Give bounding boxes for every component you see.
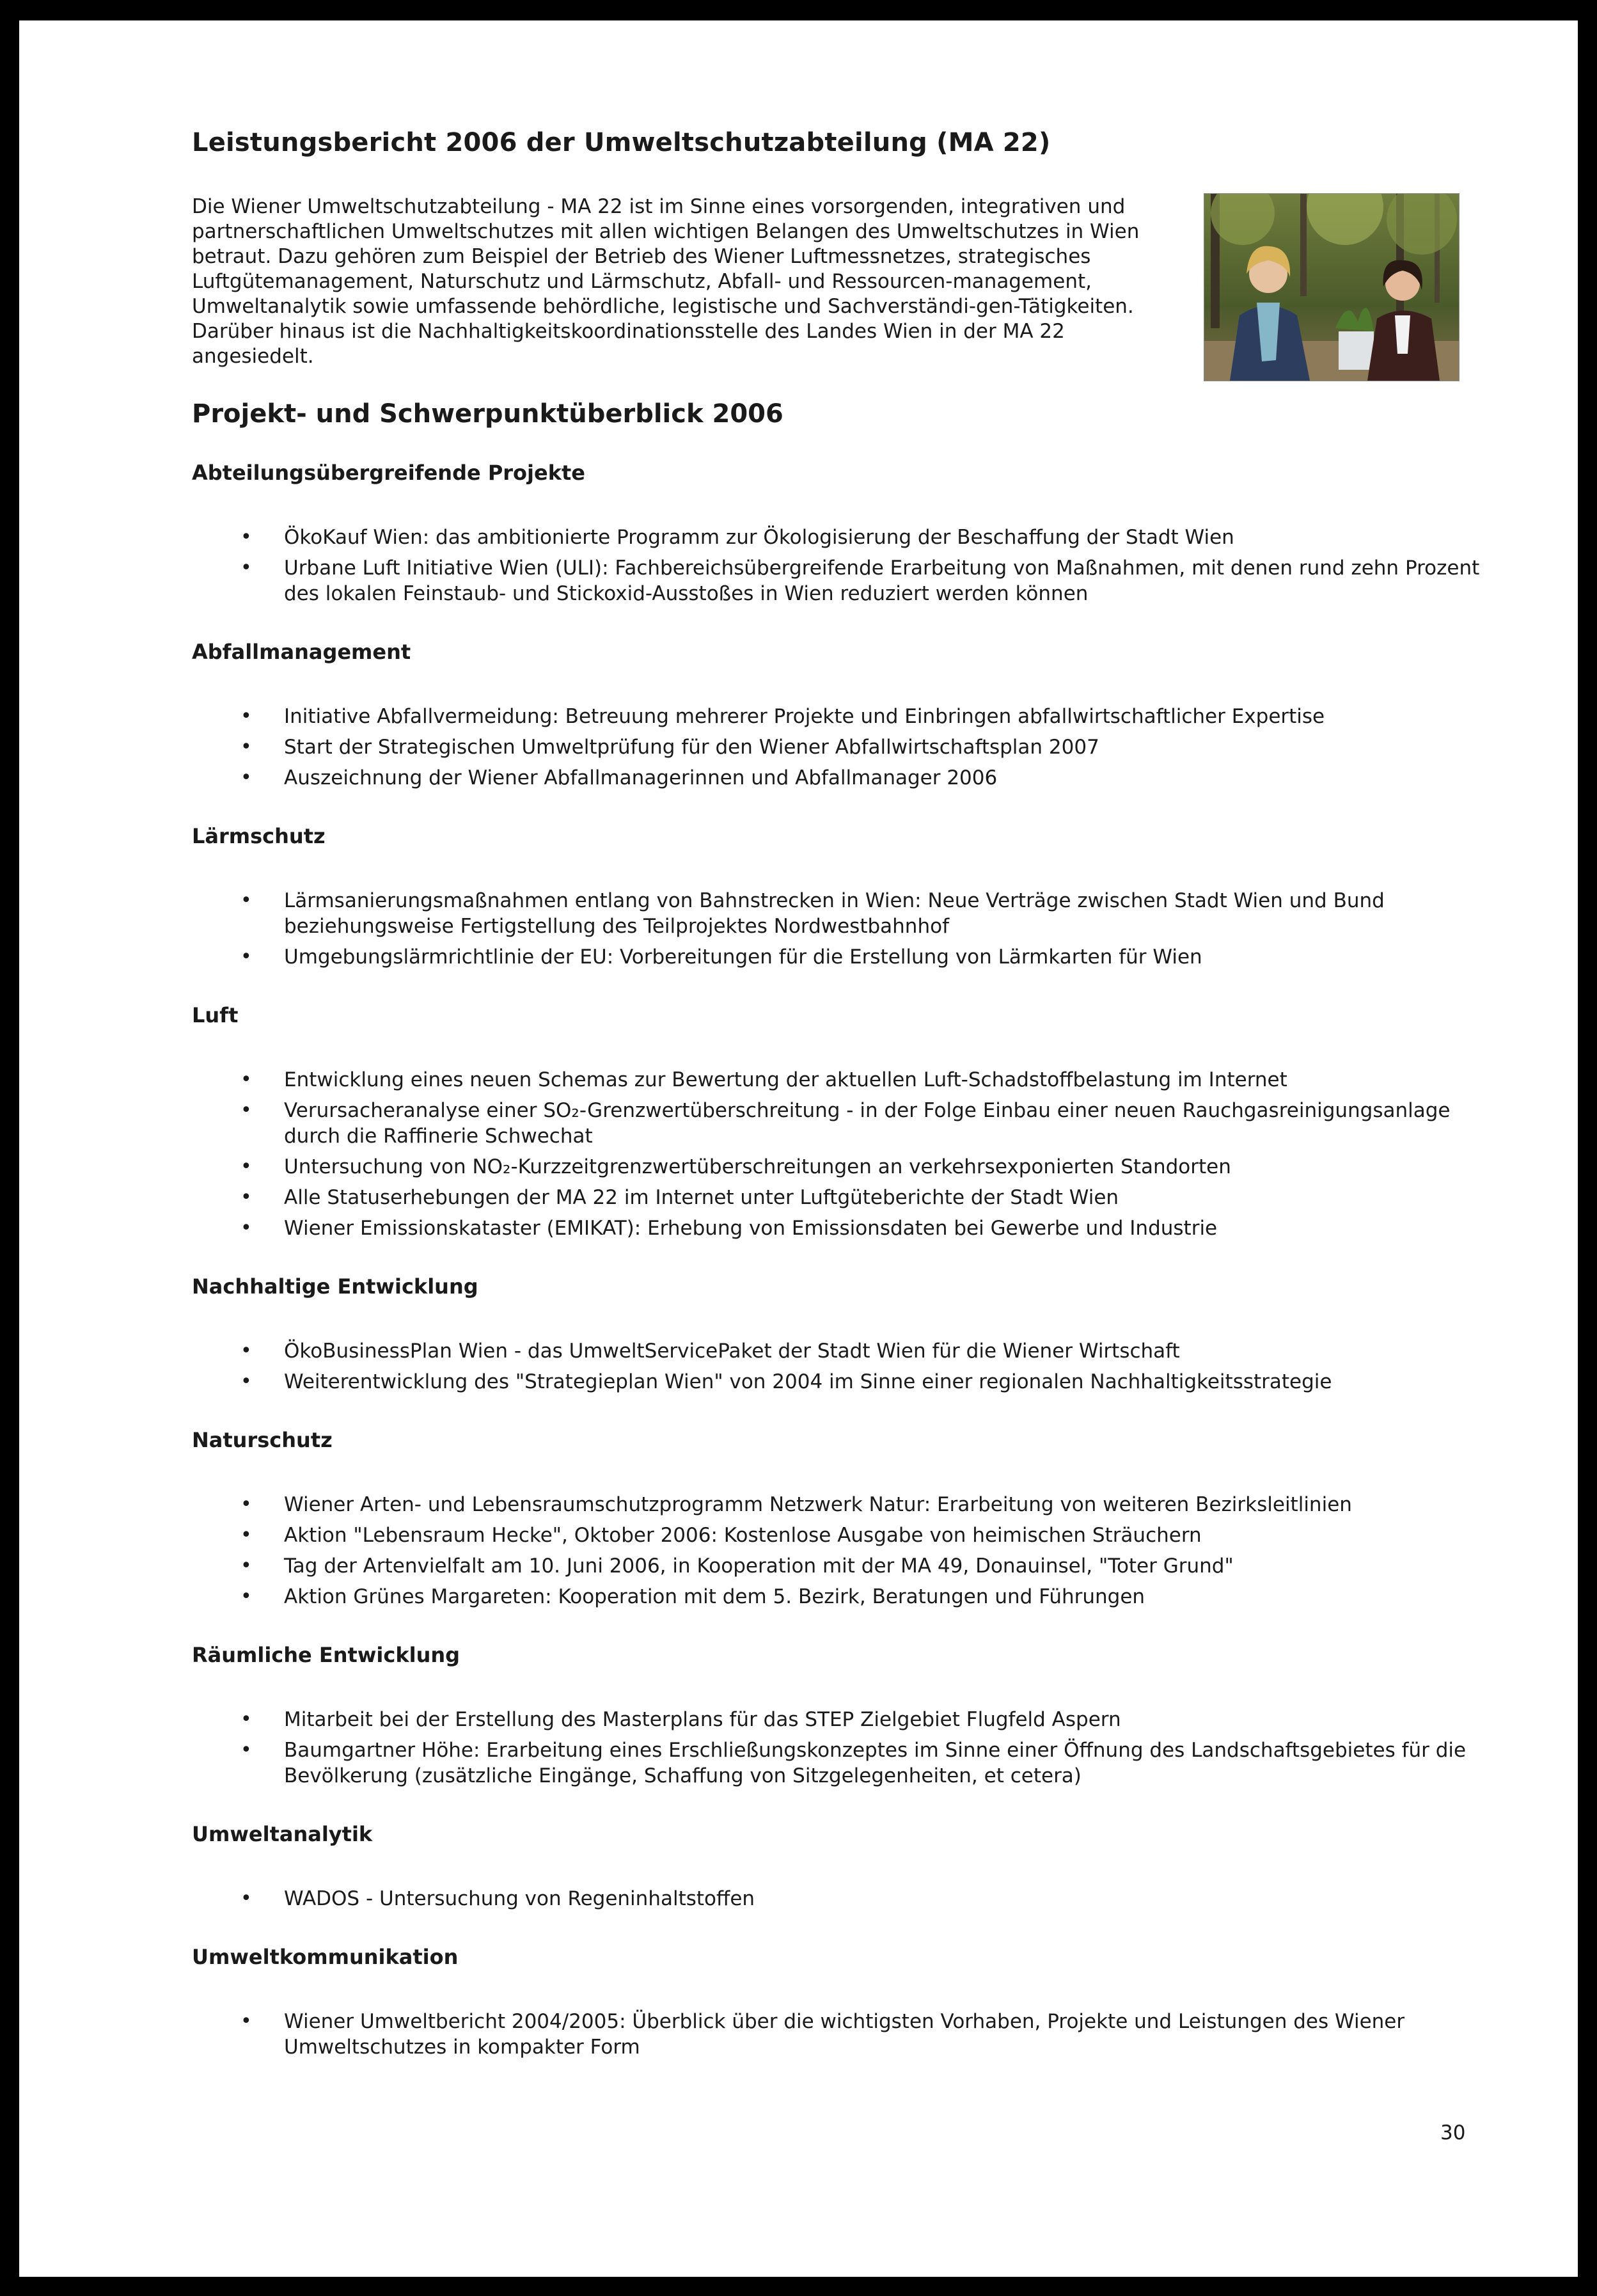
section-heading: Umweltkommunikation [192, 1945, 459, 1969]
bullet-icon: • [240, 736, 252, 758]
bullet-list [192, 1067, 1490, 1241]
list-item [192, 1154, 1490, 1180]
list-item-text: Wiener Arten- und Lebensraumschutzprogramm Netzwerk Natur: Erarbeitung von weiteren Bezirksleitlinien [284, 1493, 1352, 1516]
bullet-icon: • [240, 526, 252, 548]
list-item-text: Mitarbeit bei der Erstellung des Masterplans für das STEP Zielgebiet Flugfeld Aspern [284, 1708, 1121, 1731]
list-item [192, 1553, 1490, 1579]
list-item [192, 1098, 1490, 1149]
list-item [192, 1338, 1490, 1364]
list-item-text: Untersuchung von NO₂-Kurzzeitgrenzwertüberschreitungen an verkehrsexponierten Standorten [284, 1155, 1231, 1178]
bullet-icon: • [240, 1887, 252, 1910]
bullet-icon: • [240, 2010, 252, 2032]
staff-photo [1204, 193, 1459, 381]
page-number: 30 [1440, 2121, 1466, 2144]
list-item-text: Weiterentwicklung des "Strategieplan Wien" von 2004 im Sinne einer regionalen Nachhaltigkeitsstrategie [284, 1370, 1332, 1393]
bullet-icon: • [240, 1068, 252, 1091]
list-item-text: Lärmsanierungsmaßnahmen entlang von Bahnstrecken in Wien: Neue Verträge zwischen Stadt Wien und Bund beziehungsweise Fertigstellung des Teilprojektes Nordwestbahnhof [284, 889, 1385, 938]
bullet-icon: • [240, 1555, 252, 1577]
list-item-text: Urbane Luft Initiative Wien (ULI): Fachbereichsübergreifende Erarbeitung von Maßnahmen, mit denen rund zehn Prozent des lokalen Feinstaub- und Stickoxid-Ausstoßes in Wien reduziert werden können [284, 557, 1480, 605]
page-title: Leistungsbericht 2006 der Umweltschutzabteilung (MA 22) [192, 128, 1051, 157]
intro-paragraph: Die Wiener Umweltschutzabteilung - MA 22 ist im Sinne eines vorsorgenden, integrativen und partnerschaftlichen Umweltschutzes mit allen wichtigen Belangen des Umweltschutzes in Wien betraut. Dazu gehören zum Beispiel der Betrieb des Wiener Luftmessnetzes, strategisches Luftgütemanagement, Naturschutz und Lärmschutz, Abfall- und Ressourcen-management, Umweltanalytik sowie umfassende behördliche, legistische und Sachverständi-gen-Tätigkeiten. Darüber hinaus ist die Nachhaltigkeitskoordinationsstelle des Landes Wien in der MA 22 angesiedelt. [192, 195, 1140, 368]
list-item [192, 1067, 1490, 1093]
list-item [192, 2009, 1490, 2060]
list-item [192, 1492, 1490, 1517]
list-item-text: Umgebungslärmrichtlinie der EU: Vorbereitungen für die Erstellung von Lärmkarten für Wien [284, 946, 1202, 969]
bullet-icon: • [240, 705, 252, 727]
bullet-list [192, 888, 1490, 970]
list-item-text: Tag der Artenvielfalt am 10. Juni 2006, in Kooperation mit der MA 49, Donauinsel, "Toter Grund" [284, 1555, 1234, 1578]
list-item-text: Entwicklung eines neuen Schemas zur Bewertung der aktuellen Luft-Schadstoffbelastung im Internet [284, 1068, 1287, 1091]
bullet-list [192, 1886, 1490, 1912]
list-item-text: Baumgartner Höhe: Erarbeitung eines Erschließungskonzeptes im Sinne einer Öffnung des Landschaftsgebietes für die Bevölkerung (zusätzliche Eingänge, Schaffung von Sitzgelegenheiten, et cetera) [284, 1739, 1467, 1787]
bullet-list [192, 525, 1490, 606]
bullet-icon: • [240, 766, 252, 789]
list-item [192, 1707, 1490, 1732]
list-item [192, 704, 1490, 729]
bullet-icon: • [240, 1186, 252, 1208]
section-heading: Naturschutz [192, 1428, 333, 1452]
bullet-icon: • [240, 1370, 252, 1393]
document-page [19, 20, 1578, 2277]
list-item-text: Auszeichnung der Wiener Abfallmanagerinnen und Abfallmanager 2006 [284, 766, 998, 789]
bullet-icon: • [240, 1739, 252, 1761]
bullet-list [192, 1707, 1490, 1789]
bullet-icon: • [240, 946, 252, 968]
section-heading: Lärmschutz [192, 824, 326, 848]
bullet-list [192, 1492, 1490, 1610]
bullet-icon: • [240, 1524, 252, 1546]
bullet-icon: • [240, 557, 252, 579]
bullet-list [192, 2009, 1490, 2060]
section-heading: Nachhaltige Entwicklung [192, 1274, 478, 1299]
list-item [192, 1369, 1490, 1395]
bullet-icon: • [240, 1340, 252, 1362]
list-item [192, 1215, 1490, 1241]
list-item-text: Verursacheranalyse einer SO₂-Grenzwertüberschreitung - in der Folge Einbau einer neuen Rauchgasreinigungsanlage durch die Raffinerie Schwechat [284, 1099, 1451, 1148]
section-heading: Luft [192, 1003, 239, 1027]
bullet-icon: • [240, 1493, 252, 1516]
page-content [192, 128, 1490, 2093]
list-item-text: Start der Strategischen Umweltprüfung für den Wiener Abfallwirtschaftsplan 2007 [284, 736, 1099, 759]
bullet-list [192, 1338, 1490, 1395]
list-item-text: Initiative Abfallvermeidung: Betreuung mehrerer Projekte und Einbringen abfallwirtschaftlicher Expertise [284, 705, 1325, 728]
list-item [192, 888, 1490, 939]
section-heading: Abfallmanagement [192, 640, 411, 664]
bullet-icon: • [240, 1155, 252, 1178]
list-item-text: Aktion Grünes Margareten: Kooperation mit dem 5. Bezirk, Beratungen und Führungen [284, 1585, 1145, 1608]
list-item [192, 944, 1490, 970]
sections-container [192, 461, 1490, 2060]
list-item [192, 525, 1490, 550]
bullet-icon: • [240, 1708, 252, 1730]
section-heading: Umweltanalytik [192, 1822, 373, 1846]
list-item-text: WADOS - Untersuchung von Regeninhaltstoffen [284, 1887, 755, 1910]
list-item [192, 765, 1490, 791]
list-item-text: Aktion "Lebensraum Hecke", Oktober 2006: Kostenlose Ausgabe von heimischen Sträuchern [284, 1524, 1202, 1547]
list-item-text: Wiener Emissionskataster (EMIKAT): Erhebung von Emissionsdaten bei Gewerbe und Industrie [284, 1217, 1218, 1240]
list-item [192, 1584, 1490, 1610]
bullet-list [192, 704, 1490, 791]
list-item-text: Alle Statuserhebungen der MA 22 im Internet unter Luftgüteberichte der Stadt Wien [284, 1186, 1119, 1209]
list-item [192, 1738, 1490, 1789]
list-item [192, 734, 1490, 760]
bullet-icon: • [240, 1217, 252, 1239]
section-heading: Abteilungsübergreifende Projekte [192, 461, 585, 485]
intro-block [192, 194, 1490, 386]
section-heading: Räumliche Entwicklung [192, 1643, 460, 1667]
bullet-icon: • [240, 1099, 252, 1121]
list-item [192, 1185, 1490, 1210]
bullet-icon: • [240, 1585, 252, 1608]
list-item-text: ÖkoKauf Wien: das ambitionierte Programm zur Ökologisierung der Beschaffung der Stadt Wien [284, 526, 1234, 549]
list-item [192, 1886, 1490, 1912]
list-item [192, 555, 1490, 606]
bullet-icon: • [240, 889, 252, 912]
list-item-text: Wiener Umweltbericht 2004/2005: Überblick über die wichtigsten Vorhaben, Projekte und Leistungen des Wiener Umweltschutzes in kompakter Form [284, 2010, 1405, 2059]
overview-title: Projekt- und Schwerpunktüberblick 2006 [192, 399, 783, 429]
list-item-text: ÖkoBusinessPlan Wien - das UmweltServicePaket der Stadt Wien für die Wiener Wirtschaft [284, 1340, 1180, 1363]
list-item [192, 1523, 1490, 1548]
